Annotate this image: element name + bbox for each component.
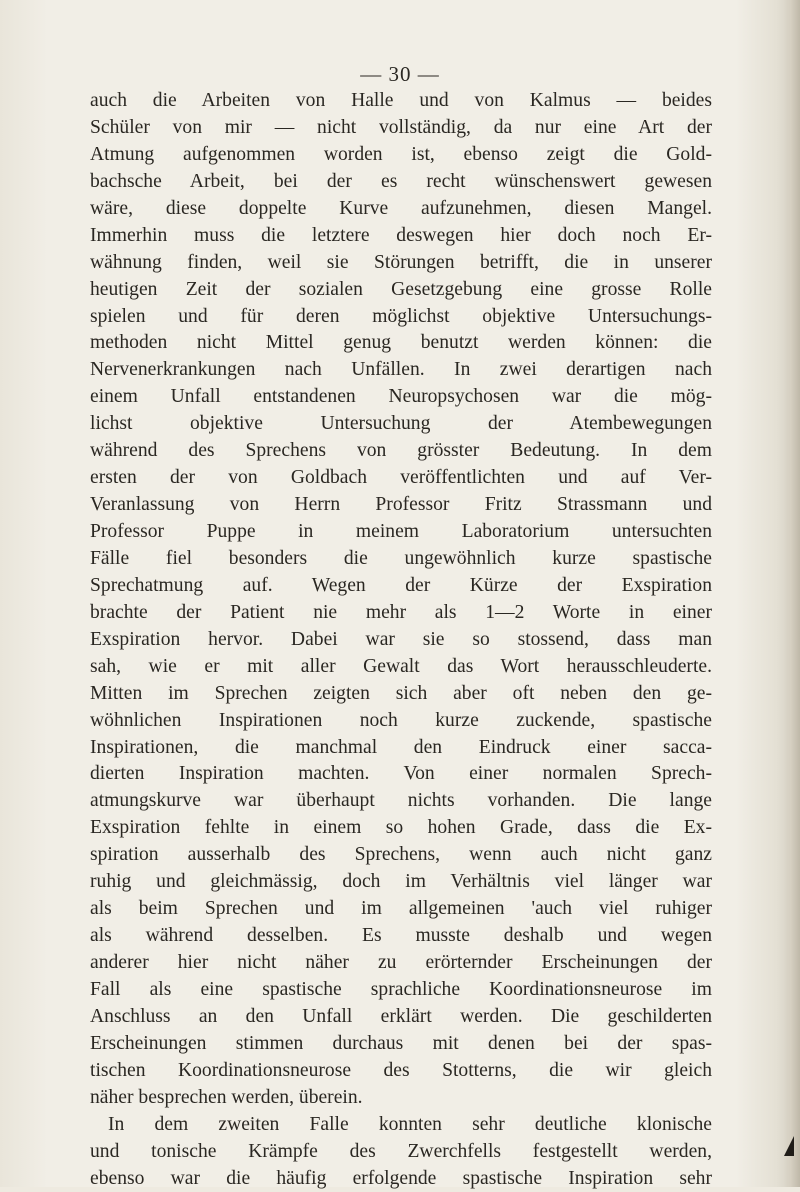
text-line: spielen und für deren möglichst objektive Untersuchungs-	[90, 304, 712, 331]
text-line: Schüler von mir — nicht vollständig, da nur eine Art der	[90, 115, 712, 142]
text-line: Inspirationen, die manchmal den Eindruck einer sacca-	[90, 735, 712, 762]
text-line: Immerhin muss die letztere deswegen hier doch noch Er-	[90, 223, 712, 250]
text-line: Mitten im Sprechen zeigten sich aber oft neben den ge-	[90, 681, 712, 708]
text-line: Erscheinungen stimmen durchaus mit denen bei der spas-	[90, 1031, 712, 1058]
text-line: Anschluss an den Unfall erklärt werden. Die geschilderten	[90, 1004, 712, 1031]
text-line: atmungskurve war überhaupt nichts vorhanden. Die lange	[90, 788, 712, 815]
body-text	[90, 88, 712, 1192]
text-line: anderer hier nicht näher zu erörternder Erscheinungen der	[90, 950, 712, 977]
text-line: als während desselben. Es musste deshalb und wegen	[90, 923, 712, 950]
text-line: während des Sprechens von grösster Bedeutung. In dem	[90, 438, 712, 465]
text-line: heutigen Zeit der sozialen Gesetzgebung eine grosse Rolle	[90, 277, 712, 304]
text-line: dierten Inspiration machten. Von einer normalen Sprech-	[90, 761, 712, 788]
text-line: In dem zweiten Falle konnten sehr deutliche klonische	[90, 1112, 712, 1139]
text-line: Sprechatmung auf. Wegen der Kürze der Exspiration	[90, 573, 712, 600]
text-line: Professor Puppe in meinem Laboratorium untersuchten	[90, 519, 712, 546]
text-line: methoden nicht Mittel genug benutzt werden können: die	[90, 330, 712, 357]
text-line: ruhig und gleichmässig, doch im Verhältnis viel länger war	[90, 869, 712, 896]
text-line: näher besprechen werden, überein.	[90, 1085, 712, 1112]
text-line: tischen Koordinationsneurose des Stotterns, die wir gleich	[90, 1058, 712, 1085]
text-line: Fall als eine spastische sprachliche Koordinationsneurose im	[90, 977, 712, 1004]
text-line: wöhnlichen Inspirationen noch kurze zuckende, spastische	[90, 708, 712, 735]
text-line: Exspiration fehlte in einem so hohen Grade, dass die Ex-	[90, 815, 712, 842]
text-line: Veranlassung von Herrn Professor Fritz Strassmann und	[90, 492, 712, 519]
text-line: auch die Arbeiten von Halle und von Kalmus — beides	[90, 88, 712, 115]
page-edge-shadow	[784, 0, 800, 1187]
text-line: Fälle fiel besonders die ungewöhnlich kurze spastische	[90, 546, 712, 573]
text-line: bachsche Arbeit, bei der es recht wünschenswert gewesen	[90, 169, 712, 196]
text-line: brachte der Patient nie mehr als 1—2 Worte in einer	[90, 600, 712, 627]
text-line: und tonische Krämpfe des Zwerchfells festgestellt werden,	[90, 1139, 712, 1166]
text-line: als beim Sprechen und im allgemeinen 'auch viel ruhiger	[90, 896, 712, 923]
text-line: lichst objektive Untersuchung der Atembewegungen	[90, 411, 712, 438]
text-line: ersten der von Goldbach veröffentlichten und auf Ver-	[90, 465, 712, 492]
text-line: Exspiration hervor. Dabei war sie so stossend, dass man	[90, 627, 712, 654]
text-line: Nervenerkrankungen nach Unfällen. In zwei derartigen nach	[90, 357, 712, 384]
text-line: spiration ausserhalb des Sprechens, wenn auch nicht ganz	[90, 842, 712, 869]
text-line: wäre, diese doppelte Kurve aufzunehmen, diesen Mangel.	[90, 196, 712, 223]
page-number: — 30 —	[0, 62, 800, 87]
text-line: wähnung finden, weil sie Störungen betrifft, die in unserer	[90, 250, 712, 277]
text-line: einem Unfall entstandenen Neuropsychosen war die mög-	[90, 384, 712, 411]
text-line: Atmung aufgenommen worden ist, ebenso zeigt die Gold-	[90, 142, 712, 169]
text-line: ebenso war die häufig erfolgende spastische Inspiration sehr	[90, 1166, 712, 1192]
text-line: sah, wie er mit aller Gewalt das Wort herausschleuderte.	[90, 654, 712, 681]
